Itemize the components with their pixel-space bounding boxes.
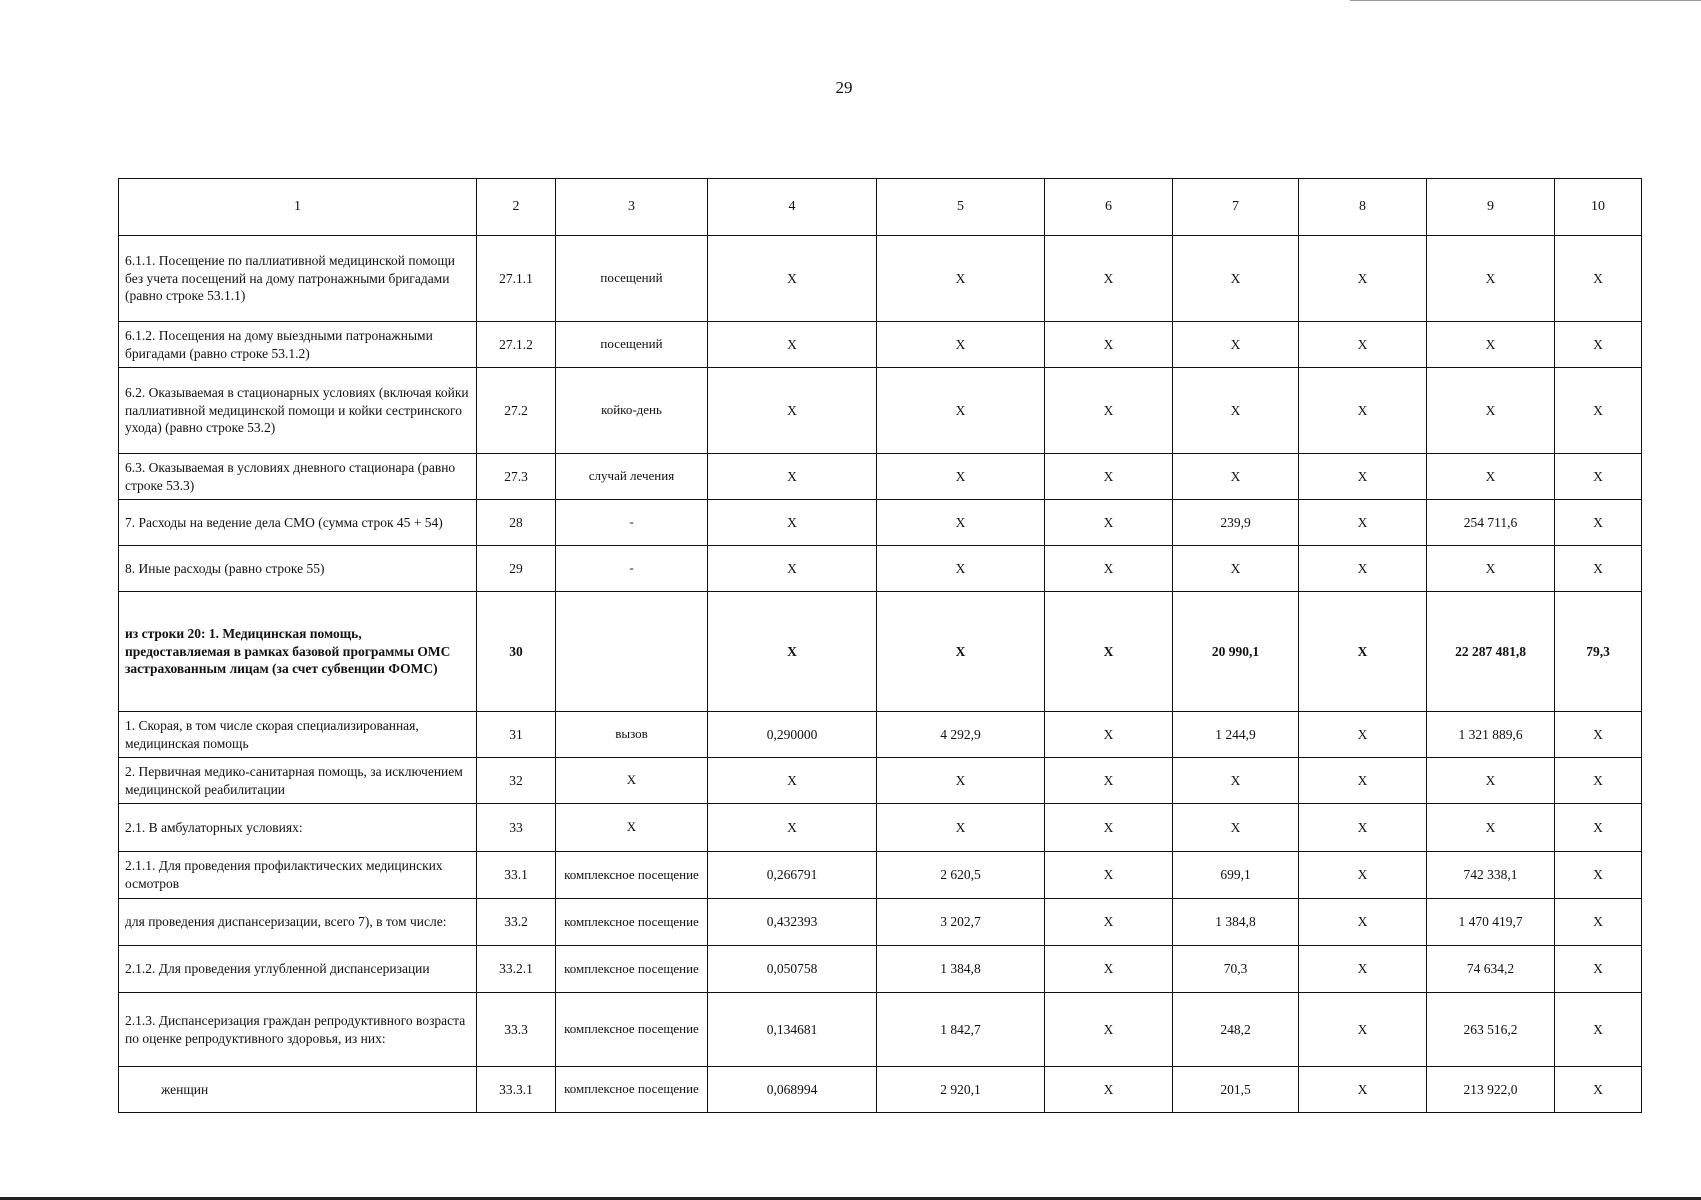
value-cell: X	[1555, 712, 1642, 758]
value-cell: X	[1045, 1067, 1173, 1113]
row-code-cell: 33.1	[477, 852, 556, 899]
table-row	[119, 500, 1642, 546]
row-name-cell: 6.3. Оказываемая в условиях дневного стационара (равно строке 53.3)	[119, 454, 477, 500]
value-cell: X	[708, 322, 877, 368]
value-cell: X	[708, 500, 877, 546]
value-cell: 79,3	[1555, 592, 1642, 712]
value-cell: X	[1555, 993, 1642, 1067]
value-cell: X	[1045, 804, 1173, 852]
value-cell: 1 384,8	[877, 946, 1045, 993]
header-cell: 9	[1427, 179, 1555, 236]
value-cell: X	[1299, 758, 1427, 804]
value-cell: X	[1045, 852, 1173, 899]
header-row	[119, 179, 1642, 236]
value-cell: 4 292,9	[877, 712, 1045, 758]
header-cell: 8	[1299, 179, 1427, 236]
unit-cell: случай лечения	[556, 454, 708, 500]
row-name-cell: 2.1.3. Диспансеризация граждан репродуктивного возраста по оценке репродуктивного здоровья, из них:	[119, 993, 477, 1067]
row-name-cell: 6.1.2. Посещения на дому выездными патронажными бригадами (равно строке 53.1.2)	[119, 322, 477, 368]
value-cell: X	[1555, 454, 1642, 500]
value-cell: X	[708, 236, 877, 322]
value-cell: 1 244,9	[1173, 712, 1299, 758]
value-cell: X	[1299, 993, 1427, 1067]
table-row	[119, 454, 1642, 500]
value-cell: X	[1173, 546, 1299, 592]
value-cell: 1 321 889,6	[1427, 712, 1555, 758]
header-cell: 4	[708, 179, 877, 236]
row-name-cell: для проведения диспансеризации, всего 7), в том числе:	[119, 899, 477, 946]
value-cell: X	[1299, 500, 1427, 546]
header-cell: 3	[556, 179, 708, 236]
value-cell: X	[1173, 368, 1299, 454]
value-cell: 20 990,1	[1173, 592, 1299, 712]
unit-cell	[556, 592, 708, 712]
value-cell: 2 620,5	[877, 852, 1045, 899]
value-cell: X	[1299, 454, 1427, 500]
table-row	[119, 368, 1642, 454]
table-row	[119, 804, 1642, 852]
value-cell: X	[1299, 852, 1427, 899]
value-cell: X	[1555, 322, 1642, 368]
value-cell: X	[1045, 712, 1173, 758]
value-cell: X	[1555, 236, 1642, 322]
value-cell: 0,266791	[708, 852, 877, 899]
value-cell: X	[1555, 899, 1642, 946]
unit-cell: X	[556, 758, 708, 804]
value-cell: X	[1045, 946, 1173, 993]
row-code-cell: 33.2	[477, 899, 556, 946]
value-cell: X	[1045, 368, 1173, 454]
table-row	[119, 899, 1642, 946]
value-cell: X	[1555, 946, 1642, 993]
row-name-cell: 2.1.2. Для проведения углубленной диспансеризации	[119, 946, 477, 993]
value-cell: X	[708, 804, 877, 852]
value-cell: X	[1427, 236, 1555, 322]
row-name-cell: 1. Скорая, в том числе скорая специализированная, медицинская помощь	[119, 712, 477, 758]
value-cell: X	[1555, 1067, 1642, 1113]
value-cell: X	[877, 804, 1045, 852]
value-cell: 0,290000	[708, 712, 877, 758]
value-cell: X	[877, 592, 1045, 712]
table-row	[119, 993, 1642, 1067]
row-code-cell: 31	[477, 712, 556, 758]
row-name-cell: 2. Первичная медико-санитарная помощь, за исключением медицинской реабилитации	[119, 758, 477, 804]
unit-cell: комплексное посещение	[556, 993, 708, 1067]
unit-cell: комплексное посещение	[556, 899, 708, 946]
value-cell: X	[1555, 500, 1642, 546]
unit-cell: комплексное посещение	[556, 946, 708, 993]
row-code-cell: 30	[477, 592, 556, 712]
value-cell: 3 202,7	[877, 899, 1045, 946]
value-cell: X	[1173, 322, 1299, 368]
value-cell: X	[1555, 546, 1642, 592]
value-cell: 1 470 419,7	[1427, 899, 1555, 946]
page-number: 29	[835, 78, 853, 97]
value-cell: X	[877, 500, 1045, 546]
row-code-cell: 27.1.1	[477, 236, 556, 322]
value-cell: X	[1045, 454, 1173, 500]
value-cell: 699,1	[1173, 852, 1299, 899]
value-cell: X	[708, 758, 877, 804]
value-cell: X	[1045, 322, 1173, 368]
value-cell: X	[877, 368, 1045, 454]
value-cell: X	[1045, 993, 1173, 1067]
value-cell: X	[1045, 592, 1173, 712]
unit-cell: X	[556, 804, 708, 852]
value-cell: X	[1045, 546, 1173, 592]
unit-cell: -	[556, 546, 708, 592]
value-cell: X	[1427, 322, 1555, 368]
value-cell: X	[1555, 852, 1642, 899]
table-row	[119, 758, 1642, 804]
row-code-cell: 27.3	[477, 454, 556, 500]
value-cell: X	[1299, 899, 1427, 946]
row-name-cell: 6.2. Оказываемая в стационарных условиях (включая койки паллиативной медицинской помощи и койки сестринского ухода) (равно строке 53.2)	[119, 368, 477, 454]
row-name-cell: 6.1.1. Посещение по паллиативной медицинской помощи без учета посещений на дому патронажными бригадами (равно строке 53.1.1)	[119, 236, 477, 322]
table-row	[119, 712, 1642, 758]
value-cell: X	[1299, 712, 1427, 758]
value-cell: 742 338,1	[1427, 852, 1555, 899]
row-name-cell: 8. Иные расходы (равно строке 55)	[119, 546, 477, 592]
value-cell: X	[708, 592, 877, 712]
value-cell: 0,050758	[708, 946, 877, 993]
value-cell: X	[708, 546, 877, 592]
row-code-cell: 29	[477, 546, 556, 592]
header-cell: 7	[1173, 179, 1299, 236]
value-cell: 1 842,7	[877, 993, 1045, 1067]
unit-cell: посещений	[556, 236, 708, 322]
row-code-cell: 27.1.2	[477, 322, 556, 368]
value-cell: X	[1299, 946, 1427, 993]
value-cell: 2 920,1	[877, 1067, 1045, 1113]
header-cell: 6	[1045, 179, 1173, 236]
value-cell: 74 634,2	[1427, 946, 1555, 993]
value-cell: X	[1299, 368, 1427, 454]
value-cell: 213 922,0	[1427, 1067, 1555, 1113]
value-cell: X	[1427, 804, 1555, 852]
value-cell: X	[1299, 236, 1427, 322]
value-cell: X	[708, 454, 877, 500]
row-name-cell: 2.1.1. Для проведения профилактических медицинских осмотров	[119, 852, 477, 899]
header-cell: 1	[119, 179, 477, 236]
header-cell: 5	[877, 179, 1045, 236]
value-cell: X	[1299, 592, 1427, 712]
row-name-cell: 7. Расходы на ведение дела СМО (сумма строк 45 + 54)	[119, 500, 477, 546]
value-cell: 0,134681	[708, 993, 877, 1067]
table-row	[119, 946, 1642, 993]
scan-top-edge	[1350, 0, 1701, 1]
row-code-cell: 33.3	[477, 993, 556, 1067]
value-cell: 254 711,6	[1427, 500, 1555, 546]
value-cell: X	[1555, 804, 1642, 852]
table-row	[119, 236, 1642, 322]
value-cell: X	[1173, 236, 1299, 322]
unit-cell: койко-день	[556, 368, 708, 454]
value-cell: X	[1555, 368, 1642, 454]
value-cell: X	[1045, 500, 1173, 546]
table-row	[119, 592, 1642, 712]
row-code-cell: 28	[477, 500, 556, 546]
value-cell: X	[1173, 454, 1299, 500]
header-cell: 10	[1555, 179, 1642, 236]
row-name-cell: женщин	[119, 1067, 477, 1113]
row-code-cell: 33.2.1	[477, 946, 556, 993]
value-cell: 0,068994	[708, 1067, 877, 1113]
value-cell: X	[1299, 1067, 1427, 1113]
value-cell: 1 384,8	[1173, 899, 1299, 946]
table-row	[119, 546, 1642, 592]
value-cell: X	[1173, 804, 1299, 852]
value-cell: X	[1427, 546, 1555, 592]
value-cell: X	[877, 322, 1045, 368]
unit-cell: вызов	[556, 712, 708, 758]
value-cell: X	[1299, 804, 1427, 852]
value-cell: X	[877, 236, 1045, 322]
row-code-cell: 27.2	[477, 368, 556, 454]
row-code-cell: 33.3.1	[477, 1067, 556, 1113]
value-cell: X	[1045, 899, 1173, 946]
header-cell: 2	[477, 179, 556, 236]
report-table	[118, 178, 1642, 1113]
table-row	[119, 852, 1642, 899]
value-cell: X	[1427, 368, 1555, 454]
value-cell: X	[1555, 758, 1642, 804]
value-cell: 22 287 481,8	[1427, 592, 1555, 712]
row-name-cell: 2.1. В амбулаторных условиях:	[119, 804, 477, 852]
row-code-cell: 33	[477, 804, 556, 852]
value-cell: X	[1045, 758, 1173, 804]
unit-cell: комплексное посещение	[556, 1067, 708, 1113]
value-cell: 263 516,2	[1427, 993, 1555, 1067]
unit-cell: -	[556, 500, 708, 546]
table-row	[119, 1067, 1642, 1113]
value-cell: X	[1173, 758, 1299, 804]
row-name-cell: из строки 20: 1. Медицинская помощь, предоставляемая в рамках базовой программы ОМС застрахованным лицам (за счет субвенции ФОМС)	[119, 592, 477, 712]
value-cell: X	[877, 758, 1045, 804]
value-cell: 248,2	[1173, 993, 1299, 1067]
row-code-cell: 32	[477, 758, 556, 804]
value-cell: X	[1045, 236, 1173, 322]
value-cell: X	[1299, 546, 1427, 592]
value-cell: 201,5	[1173, 1067, 1299, 1113]
value-cell: X	[1427, 758, 1555, 804]
value-cell: 239,9	[1173, 500, 1299, 546]
value-cell: X	[877, 454, 1045, 500]
table-row	[119, 322, 1642, 368]
value-cell: X	[708, 368, 877, 454]
value-cell: 70,3	[1173, 946, 1299, 993]
unit-cell: комплексное посещение	[556, 852, 708, 899]
value-cell: X	[1299, 322, 1427, 368]
value-cell: 0,432393	[708, 899, 877, 946]
value-cell: X	[877, 546, 1045, 592]
value-cell: X	[1427, 454, 1555, 500]
unit-cell: посещений	[556, 322, 708, 368]
